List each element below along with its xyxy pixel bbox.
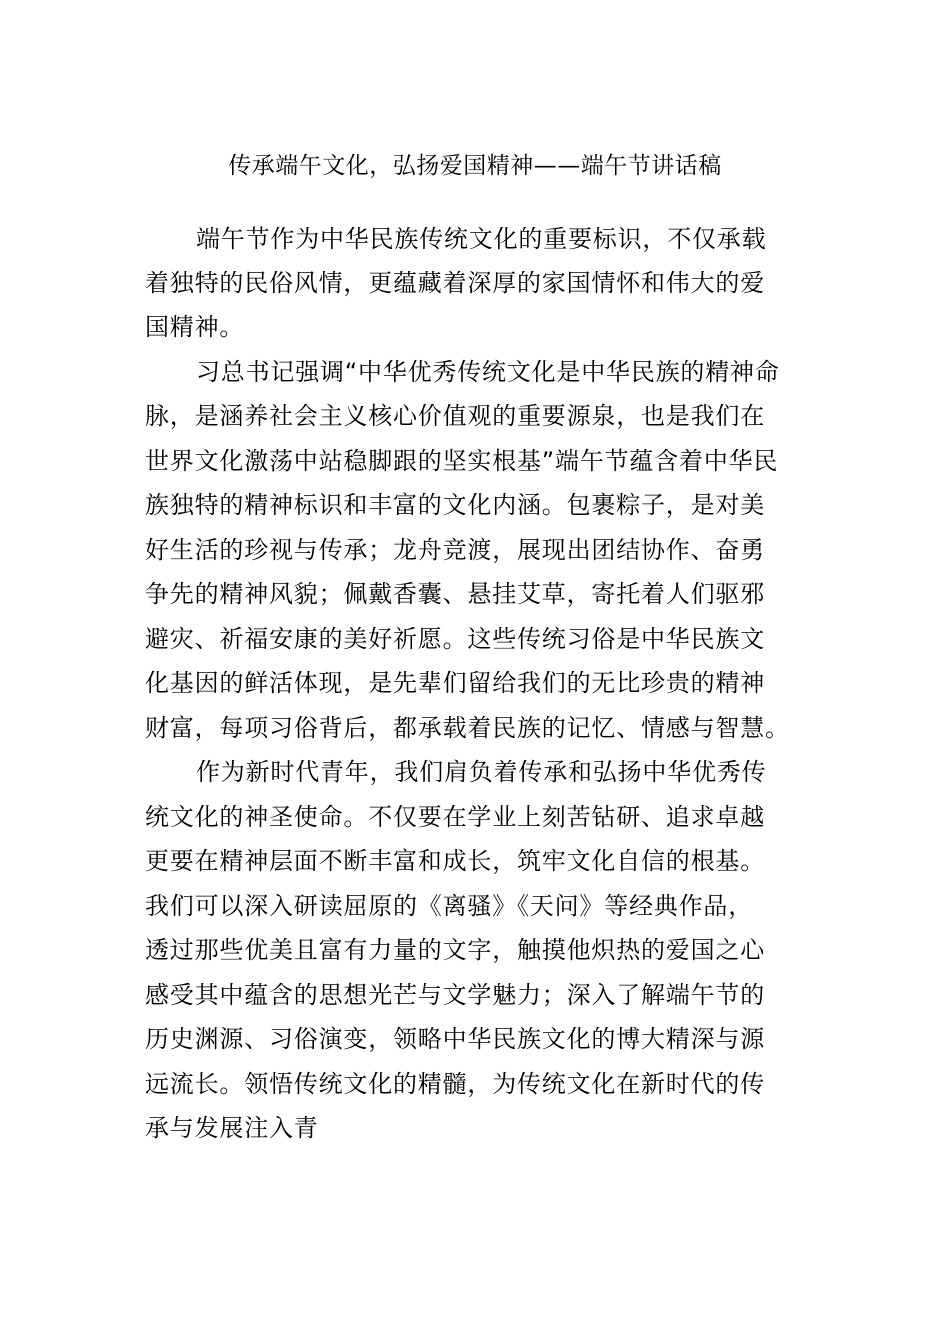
paragraph-line: 承与发展注入青 — [145, 1114, 319, 1142]
paragraph-line: 端午节作为中华民族传统文化的重要标识，不仅承载 — [196, 225, 767, 253]
paragraph-line: 好生活的珍视与传承；龙舟竞渡，展现出团结协作、奋勇 — [145, 536, 765, 564]
paragraph-line: 着独特的民俗风情，更蕴藏着深厚的家国情怀和伟大的爱 — [145, 269, 765, 297]
paragraph-line: 争先的精神风貌；佩戴香囊、悬挂艾草，寄托着人们驱邪 — [145, 580, 765, 608]
paragraph-line: 习总书记强调“中华优秀传统文化是中华民族的精神命 — [196, 358, 780, 386]
paragraph-line: 作为新时代青年，我们肩负着传承和弘扬中华优秀传 — [196, 758, 767, 786]
paragraph-line: 化基因的鲜活体现，是先辈们留给我们的无比珍贵的精神 — [145, 669, 765, 697]
paragraph-line: 远流长。领悟传统文化的精髓，为传统文化在新时代的传 — [145, 1070, 765, 1098]
paragraph-line: 财富，每项习俗背后，都承载着民族的记忆、情感与智慧。 — [145, 714, 790, 742]
page-title: 传承端午文化，弘扬爱国精神——端午节讲话稿 — [228, 153, 722, 179]
paragraph-line: 我们可以深入研读屈原的《离骚》《天问》等经典作品， — [145, 892, 753, 920]
paragraph-line: 感受其中蕴含的思想光芒与文学魅力；深入了解端午节的 — [145, 981, 765, 1009]
paragraph-line: 历史渊源、习俗演变，领略中华民族文化的博大精深与源 — [145, 1025, 765, 1053]
paragraph-line: 国精神。 — [145, 313, 245, 341]
paragraph-line: 避灾、祈福安康的美好祈愿。这些传统习俗是中华民族文 — [145, 625, 765, 653]
paragraph-line: 统文化的神圣使命。不仅要在学业上刻苦钻研、追求卓越 — [145, 803, 765, 831]
paragraph-line: 脉，是涵养社会主义核心价值观的重要源泉，也是我们在 — [145, 402, 765, 430]
paragraph-line: 世界文化激荡中站稳脚跟的坚实根基”端午节蕴含着中华民 — [145, 447, 779, 475]
paragraph-line: 更要在精神层面不断丰富和成长，筑牢文化自信的根基。 — [145, 847, 765, 875]
paragraph-line: 透过那些优美且富有力量的文字，触摸他炽热的爱国之心 — [145, 936, 765, 964]
paragraph-line: 族独特的精神标识和丰富的文化内涵。包裹粽子，是对美 — [145, 491, 765, 519]
